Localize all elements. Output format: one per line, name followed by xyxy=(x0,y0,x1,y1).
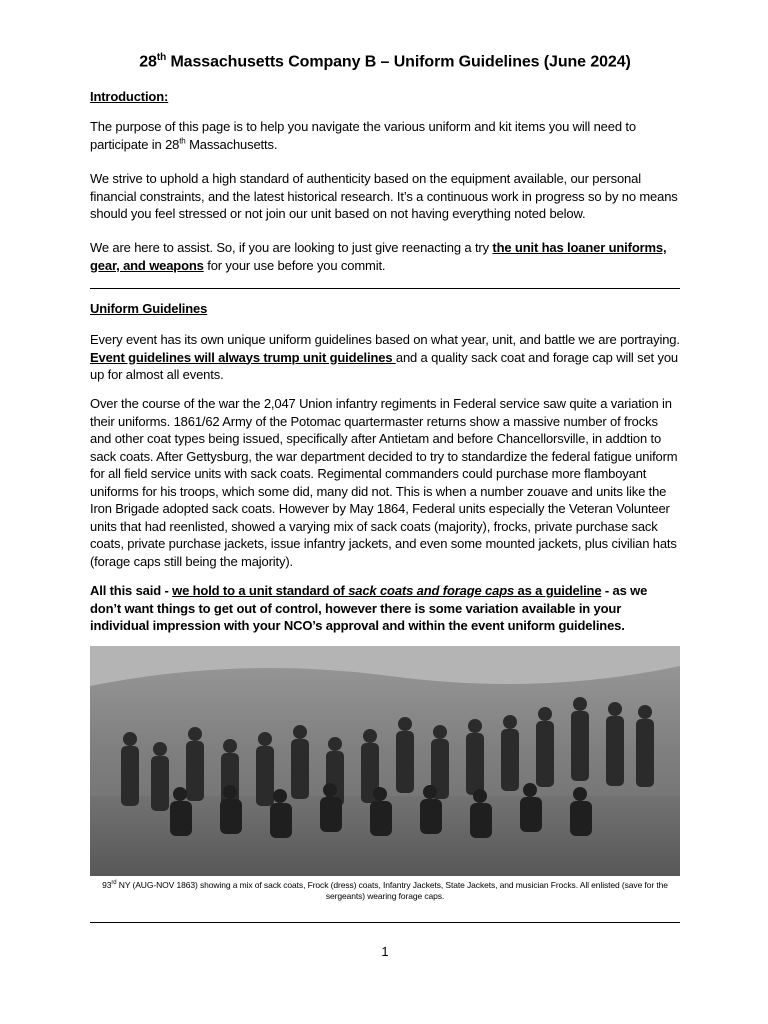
uniform-paragraph-1 xyxy=(90,331,680,384)
guideline-text: as a guideline xyxy=(514,583,602,598)
uniform-p3-text: All this said - xyxy=(90,583,173,598)
intro-p3-tail: for your use before you commit. xyxy=(203,257,386,273)
footer-divider xyxy=(90,922,680,923)
uniform-p1-tail: and a quality sack coat and forage cap will set you up for almost all events. xyxy=(90,349,678,382)
title-number: 28 xyxy=(139,53,157,71)
title-text: Massachusetts Company B – Uniform Guidelines (June 2024) xyxy=(166,53,631,71)
intro-heading: Introduction: xyxy=(90,89,169,104)
page-number: 1 xyxy=(381,944,389,959)
photo-image xyxy=(90,646,680,876)
sack-coats-forage-caps: sack coats and forage caps xyxy=(348,583,515,598)
caption-text: NY (AUG-NOV 1863) showing a mix of sack coats, Frock (dress) coats, Infantry Jackets, State Jackets, and musician Frocks. All enlisted (save for the sergeants) wearing forage caps. xyxy=(116,880,668,901)
uniform-heading: Uniform Guidelines xyxy=(90,301,208,316)
intro-paragraph-1 xyxy=(90,118,680,153)
caption-ordinal: rd xyxy=(111,880,117,887)
intro-paragraph-2: We strive to uphold a high standard of authenticity based on the equipment available, our personal financial constraints, and the latest historical research. It’s a continuous work in progress so by no means should you feel stressed or not join our unit based on not having everything noted below. xyxy=(90,171,678,221)
intro-p1-text: The purpose of this page is to help you navigate the various uniform and kit items you will need to participate in 28 xyxy=(90,119,636,152)
photo-caption xyxy=(90,880,680,902)
caption-number: 93 xyxy=(102,880,112,890)
uniform-paragraph-2: Over the course of the war the 2,047 Union infantry regiments in Federal service saw quite a variation in their uniforms. 1861/62 Army of the Potomac quartermaster returns show a massive number of frocks and other coat types being issued, specifically after Antietam and before Chancellorsville, in addtion to sack coats. After Gettysburg, the war department decided to try to standardize the federal fatigue uniform for all field service units with sack coats. Regimental commanders could purchase more flamboyant uniforms for his troops, which some did, many did not. This is when a number zouave and units like the Iron Brigade adopted sack coats. However by May 1864, Federal units especially the Veteran Volunteer units that had reenlisted, showed a varying mix of sack coats (majority), frocks, private purchase sack coats, private purchase jackets, issue infantry jackets, and even some mounted jackets, plus civilian hats (forage caps still being the majority). xyxy=(90,396,678,569)
title-ordinal: th xyxy=(156,52,167,63)
intro-p1-ordinal: th xyxy=(179,136,186,146)
uniform-paragraph-3 xyxy=(90,582,680,635)
section-divider xyxy=(90,288,680,289)
intro-p1-tail: Massachusetts. xyxy=(185,136,278,152)
event-guidelines-highlight: Event guidelines will always trump unit guidelines xyxy=(90,349,396,365)
unit-standard-text: we hold to a unit standard of xyxy=(172,583,349,598)
intro-p3-text: We are here to assist. So, if you are looking to just give reenacting a try xyxy=(90,240,493,255)
loaner-uniforms-highlight: the unit has loaner uniforms, gear, and weapons xyxy=(90,240,667,273)
uniform-p3-tail: - as we don’t want things to get out of control, however there is some variation available in your individual impression with your NCO’s approval and within the event uniform guidelines. xyxy=(90,583,648,633)
uniform-p1-text: Every event has its own unique uniform guidelines based on what year, unit, and battle we are portraying. xyxy=(90,332,680,347)
historical-group-photo xyxy=(90,646,680,876)
page-title xyxy=(90,52,680,71)
intro-paragraph-3 xyxy=(90,239,680,274)
unit-standard-highlight xyxy=(172,583,601,598)
